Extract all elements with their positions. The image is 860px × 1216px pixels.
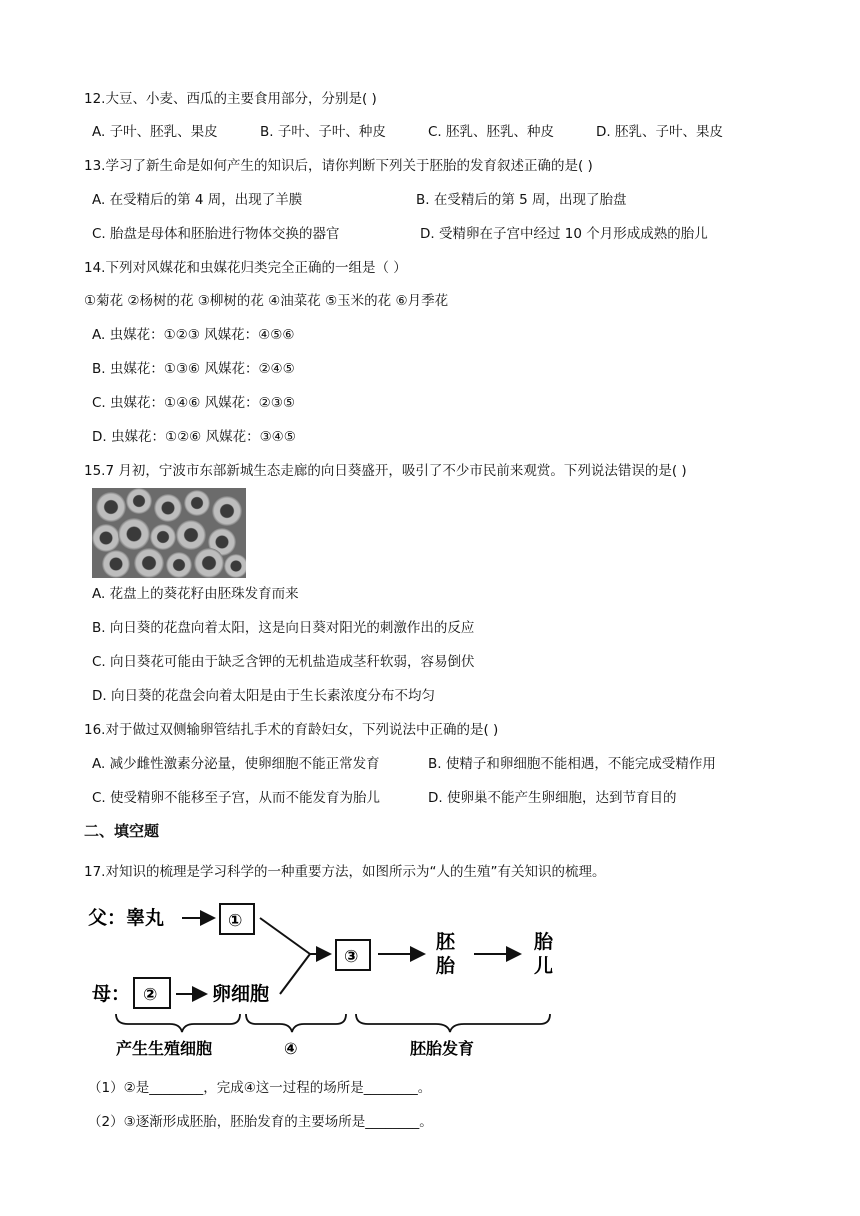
question-15-option-a: A. 花盘上的葵花籽由胚珠发育而来: [92, 586, 299, 602]
brace-label-1: 产生生殖细胞: [116, 1039, 213, 1058]
question-15-option-b: B. 向日葵的花盘向着太阳，这是向日葵对阳光的刺激作出的反应: [92, 620, 475, 636]
question-14-option-d: D. 虫媒花：①②⑥ 风媒花：③④⑤: [92, 429, 296, 445]
question-13-option-c: C. 胎盘是母体和胚胎进行物体交换的器官: [92, 226, 340, 242]
question-16-option-d: D. 使卵巢不能产生卵细胞，达到节育目的: [428, 790, 677, 806]
question-12-option-c: C. 胚乳、胚乳、种皮: [428, 124, 555, 140]
section-heading: 二、填空题: [84, 822, 160, 840]
question-14-option-a: A. 虫媒花：①②③ 风媒花：④⑤⑥: [92, 327, 295, 343]
egg-label: 卵细胞: [212, 983, 270, 1005]
question-13-option-b: B. 在受精后的第 5 周，出现了胎盘: [416, 192, 627, 208]
question-17-stem: 17.对知识的梳理是学习科学的一种重要方法，如图所示为“人的生殖”有关知识的梳理。: [84, 864, 606, 880]
embryo-label-1: 胚: [436, 931, 456, 953]
question-16-option-c: C. 使受精卵不能移至子宫，从而不能发育为胎儿: [92, 790, 381, 806]
box-2-label: ②: [143, 985, 158, 1005]
question-14-option-c: C. 虫媒花：①④⑥ 风媒花：②③⑤: [92, 395, 295, 411]
question-14-stem: 14.下列对风媒花和虫媒花归类完全正确的一组是（ ）: [84, 260, 407, 276]
fetus-label-2: 儿: [534, 955, 554, 977]
question-15-option-c: C. 向日葵花可能由于缺乏含钾的无机盐造成茎秆软弱，容易倒伏: [92, 654, 475, 670]
brace-label-3: 胚胎发育: [410, 1039, 475, 1058]
question-14-items: ①菊花 ②杨树的花 ③柳树的花 ④油菜花 ⑤玉米的花 ⑥月季花: [84, 293, 449, 309]
question-17-sub-1: （1）②是________，完成④这一过程的场所是________。: [88, 1080, 432, 1096]
question-16-option-b: B. 使精子和卵细胞不能相遇，不能完成受精作用: [428, 756, 716, 772]
question-16-option-a: A. 减少雌性激素分泌量，使卵细胞不能正常发育: [92, 756, 380, 772]
question-16-stem: 16.对于做过双侧输卵管结扎手术的育龄妇女，下列说法中正确的是( ): [84, 722, 499, 738]
fetus-label-1: 胎: [534, 931, 554, 953]
question-12-option-b: B. 子叶、子叶、种皮: [260, 124, 386, 140]
mother-label: 母：: [92, 983, 131, 1005]
question-13-option-a: A. 在受精后的第 4 周，出现了羊膜: [92, 192, 303, 208]
question-12-stem: 12.大豆、小麦、西瓜的主要食用部分，分别是( ): [84, 91, 377, 107]
embryo-label-2: 胎: [436, 955, 456, 977]
box-1-label: ①: [228, 911, 243, 931]
question-12-option-a: A. 子叶、胚乳、果皮: [92, 124, 218, 140]
box-3-label: ③: [344, 947, 359, 967]
question-15-stem: 15.7 月初，宁波市东部新城生态走廊的向日葵盛开，吸引了不少市民前来观赏。下列说法错误的是( ): [84, 463, 687, 479]
reproduction-diagram: [84, 894, 564, 1064]
father-label: 父：睾丸: [88, 907, 165, 929]
question-15-option-d: D. 向日葵的花盘会向着太阳是由于生长素浓度分布不均匀: [92, 688, 435, 704]
question-14-option-b: B. 虫媒花：①③⑥ 风媒花：②④⑤: [92, 361, 295, 377]
sunflower-photo: [92, 488, 246, 578]
question-12-option-d: D. 胚乳、子叶、果皮: [596, 124, 723, 140]
question-13-option-d: D. 受精卵在子宫中经过 10 个月形成成熟的胎儿: [420, 226, 708, 242]
question-13-stem: 13.学习了新生命是如何产生的知识后，请你判断下列关于胚胎的发育叙述正确的是( ): [84, 158, 593, 174]
brace-label-2: ④: [284, 1039, 298, 1058]
question-17-sub-2: （2）③逐渐形成胚胎，胚胎发育的主要场所是________。: [88, 1114, 433, 1130]
